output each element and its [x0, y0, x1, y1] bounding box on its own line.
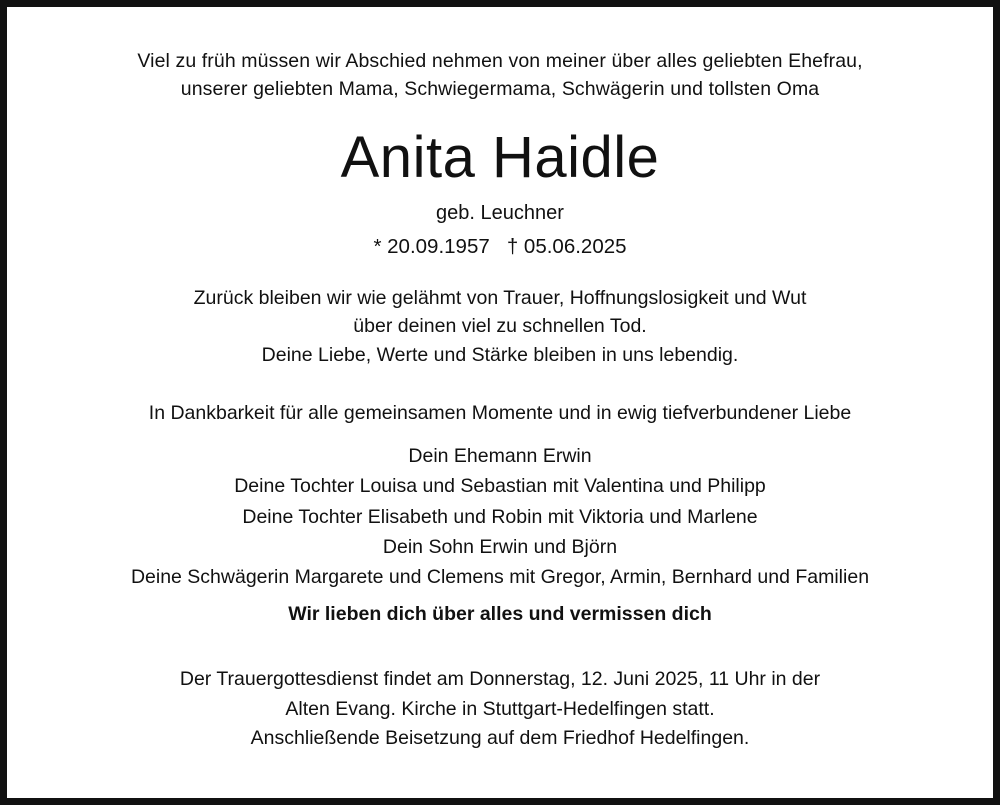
grief-line: über deinen viel zu schnellen Tod.: [353, 315, 647, 338]
birth-death-dates: * 20.09.1957 † 05.06.2025: [373, 235, 627, 259]
maiden-name: geb. Leuchner: [436, 202, 564, 225]
closing-message: Wir lieben dich über alles und vermissen dich: [288, 603, 712, 626]
family-line: Deine Schwägerin Margarete und Clemens mit Gregor, Armin, Bernhard und Familien: [130, 565, 870, 588]
grief-line: Zurück bleiben wir wie gelähmt von Trauer, Hoffnungslosigkeit und Wut: [193, 287, 807, 310]
intro-text: [37, 47, 963, 104]
service-details: [37, 665, 963, 753]
intro-line: unserer geliebten Mama, Schwiegermama, Schwägerin und tollsten Oma: [180, 78, 820, 101]
grief-line: Deine Liebe, Werte und Stärke bleiben in uns lebendig.: [261, 343, 739, 366]
service-line: Alten Evang. Kirche in Stuttgart-Hedelfingen statt.: [285, 697, 715, 720]
deceased-name: Anita Haidle: [340, 124, 660, 190]
gratitude-text: In Dankbarkeit für alle gemeinsamen Momente und in ewig tiefverbundener Liebe: [148, 401, 852, 424]
family-line: Deine Tochter Louisa und Sebastian mit Valentina und Philipp: [234, 475, 766, 498]
intro-line: Viel zu früh müssen wir Abschied nehmen von meiner über alles geliebten Ehefrau,: [137, 50, 863, 72]
service-line: Anschließende Beisetzung auf dem Friedhof Hedelfingen.: [250, 726, 750, 749]
grief-text: [37, 284, 963, 369]
obituary-content: [7, 7, 993, 798]
family-line: Deine Tochter Elisabeth und Robin mit Viktoria und Marlene: [242, 505, 758, 528]
family-line: Dein Ehemann Erwin: [408, 445, 592, 468]
family-list: [37, 441, 963, 592]
service-line: Der Trauergottesdienst findet am Donnerstag, 12. Juni 2025, 11 Uhr in der: [179, 668, 821, 691]
family-line: Dein Sohn Erwin und Björn: [382, 535, 618, 558]
